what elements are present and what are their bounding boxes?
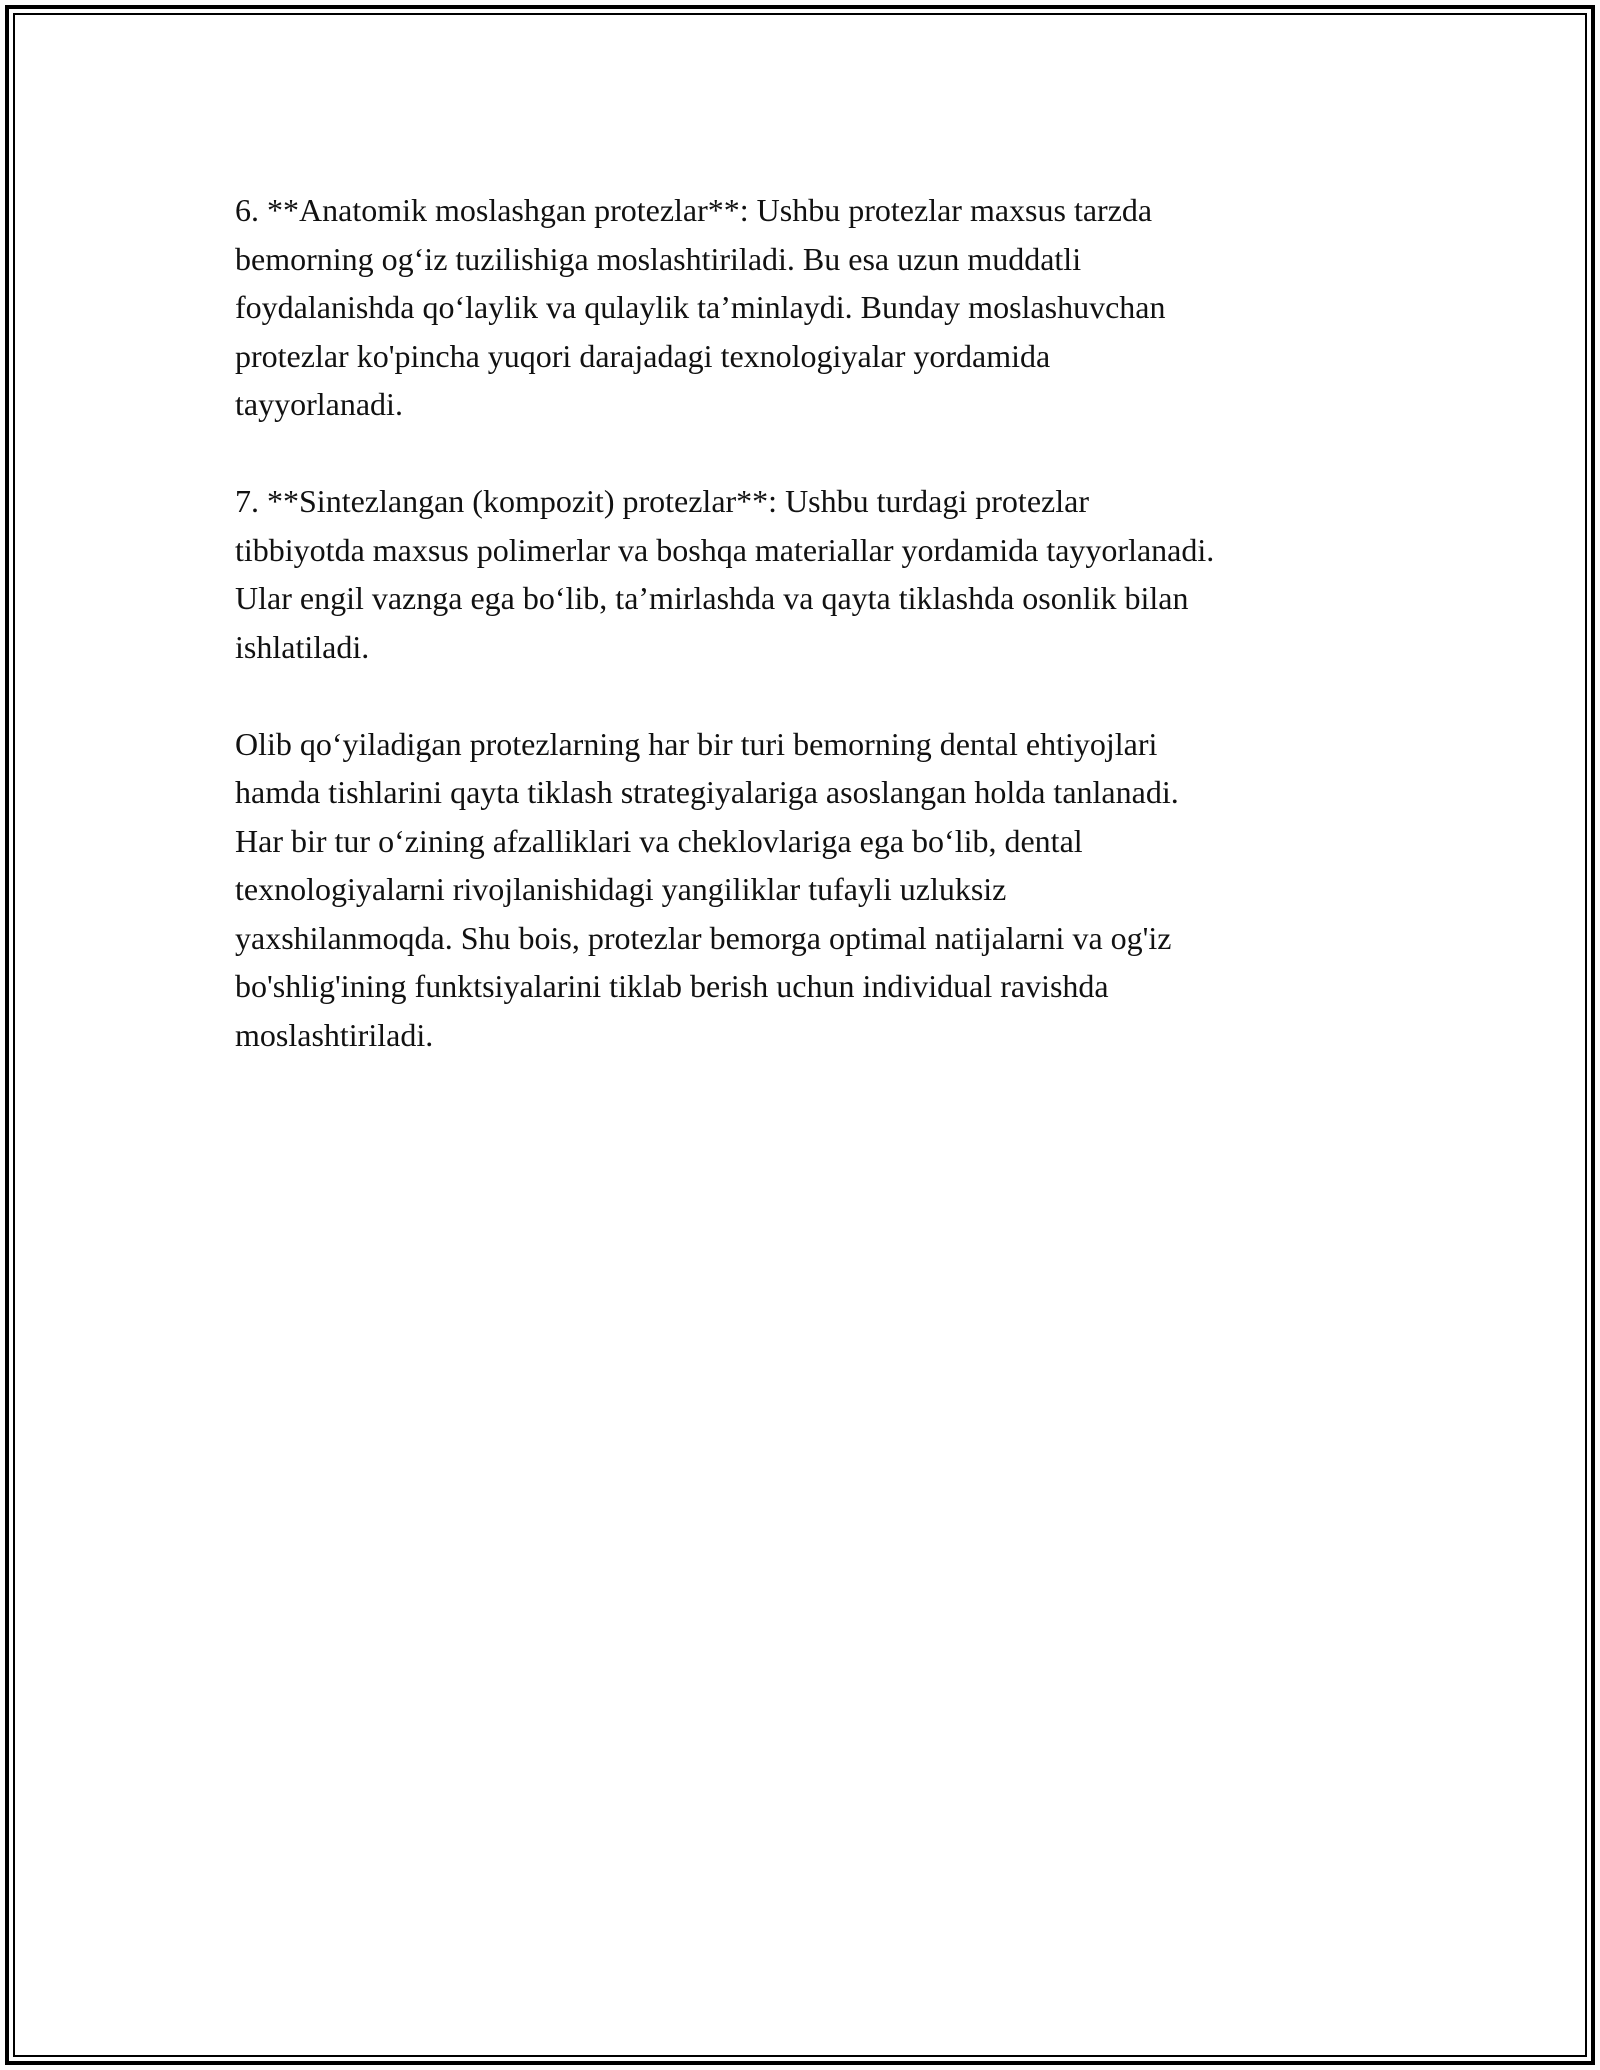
- text-line: yaxshilanmoqda. Shu bois, protezlar bemorga optimal natijalarni va og'iz: [235, 919, 1172, 956]
- text-line: Ular engil vaznga ega bo‘lib, ta’mirlashda va qayta tiklashda osonlik bilan: [235, 580, 1189, 616]
- text-line: Olib qo‘yiladigan protezlarning har bir turi bemorning dental ehtiyojlari: [235, 725, 1158, 762]
- text-line: 6. **Anatomik moslashgan protezlar**: Ushbu protezlar maxsus tarzda: [235, 192, 1153, 228]
- text-line: hamda tishlarini qayta tiklash strategiyalariga asoslangan holda tanlanadi.: [235, 774, 1179, 810]
- text-line: foydalanishda qo‘laylik va qulaylik ta’minlaydi. Bunday moslashuvchan: [235, 289, 1166, 325]
- paragraph-conclusion: [235, 720, 1375, 1060]
- paragraph-sintezlangan-protezlar: [235, 477, 1375, 671]
- text-line: 7. **Sintezlangan (kompozit) protezlar**: Ushbu turdagi protezlar: [235, 483, 1089, 519]
- text-line: texnologiyalarni rivojlanishidagi yangiliklar tufayli uzluksiz: [235, 871, 1007, 907]
- text-line: Har bir tur o‘zining afzalliklari va cheklovlariga ega bo‘lib, dental: [235, 822, 1083, 859]
- text-line: ishlatiladi.: [235, 628, 370, 665]
- text-line: bo'shlig'ining funktsiyalarini tiklab berish uchun individual ravishda: [235, 968, 1109, 1004]
- text-line: tibbiyotda maxsus polimerlar va boshqa materiallar yordamida tayyorlanadi.: [235, 531, 1215, 568]
- text-line: protezlar ko'pincha yuqori darajadagi texnologiyalar yordamida: [235, 337, 1051, 374]
- text-line: moslashtiriladi.: [235, 1016, 434, 1053]
- paragraph-anatomik-protezlar: [235, 186, 1375, 429]
- document-body: [235, 186, 1375, 1108]
- text-line: tayyorlanadi.: [235, 386, 403, 422]
- text-line: bemorning og‘iz tuzilishiga moslashtiriladi. Bu esa uzun muddatli: [235, 240, 1082, 277]
